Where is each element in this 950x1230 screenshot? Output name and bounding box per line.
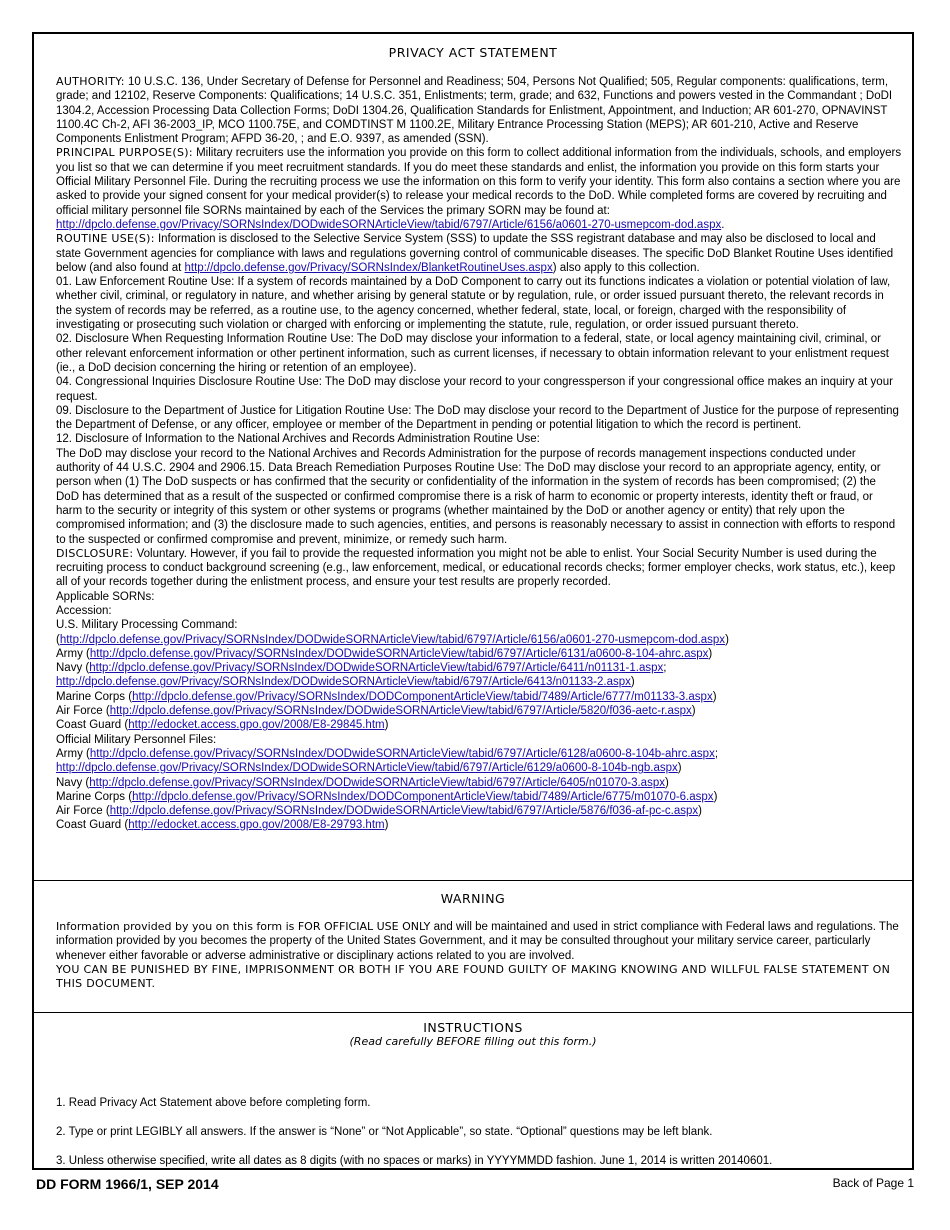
ompf-marine-link[interactable]: http://dpclo.defense.gov/Privacy/SORNsIndex/DODComponentArticleView/tabid/7489/Article/6775/m01070-6.aspx [132,790,714,803]
routine-tail: ) also apply to this collection. [552,261,700,274]
blanket-routine-uses-link[interactable]: http://dpclo.defense.gov/Privacy/SORNsIndex/BlanketRoutineUses.aspx [184,261,553,274]
acc-navy-label: Navy [56,662,83,675]
purpose-label: PRINCIPAL PURPOSE(S): [56,146,193,160]
ompf-army-line: Army (http://dpclo.defense.gov/Privacy/SORNsIndex/DODwideSORNArticleView/tabid/6797/Article/6128/a0600-8-104b-ahrc.aspx; [56,747,719,760]
ompf-marine-label: Marine Corps [56,790,126,803]
ompf-label: Official Military Personnel Files: [56,733,217,746]
ompf-coastguard-label: Coast Guard [56,819,122,832]
warning-paragraph [56,920,902,963]
routine-label: ROUTINE USE(S): [56,232,155,246]
disclosure-paragraph [56,547,902,590]
routine-use-02: 02. Disclosure When Requesting Information Routine Use: The DoD may disclose your information to a federal, state, or local agency maintaining civil, criminal, or other relevant enforcement information or other pertinent information, such as current licenses, if necessary to obtain information relevant to your enlistment request (ie., a DoD decision concerning the hiring or retention of an employee). [56,333,889,374]
instruction-item-3: 3. Unless otherwise specified, write all dates as 8 digits (with no spaces or marks) in YYYYMMDD fashion. June 1, 2014 is written 20140601. [56,1155,773,1167]
ompf-navy-link[interactable]: http://dpclo.defense.gov/Privacy/SORNsIndex/DODwideSORNArticleView/tabid/6797/Article/6405/n01070-3.aspx [89,776,665,789]
acc-airforce-label: Air Force [56,705,103,718]
warning-section [34,880,912,1013]
ompf-army-link-2[interactable]: http://dpclo.defense.gov/Privacy/SORNsIndex/DODwideSORNArticleView/tabid/6797/Article/6129/a0600-8-104b-ngb.aspx [56,762,678,775]
form-frame [32,32,914,1170]
acc-navy-link-1[interactable]: http://dpclo.defense.gov/Privacy/SORNsIndex/DODwideSORNArticleView/tabid/6797/Article/6411/n01131-1.aspx [89,662,664,675]
acc-marine-label: Marine Corps [56,690,126,703]
ompf-army-link-1[interactable]: http://dpclo.defense.gov/Privacy/SORNsIndex/DODwideSORNArticleView/tabid/6797/Article/6128/a0600-8-104b-ahrc.aspx [89,747,715,760]
warning-intro: Information provided by you on this form is FOR OFFICIAL USE ONLY [56,920,431,933]
ompf-navy-line: Navy (http://dpclo.defense.gov/Privacy/SORNsIndex/DODwideSORNArticleView/tabid/6797/Article/6405/n01070-3.aspx) [56,776,669,789]
purpose-text: Military recruiters use the information you provide on this form to collect additional information from the individuals, schools, and employers you list so that we can determine if you meet recruitment standards. If you do meet these standards and enlist, the information you provide on this form starts your Official Military Personnel File. During the recruiting process we use the information on this form to verify your identity. This form also contains a section where you are asked to provide your signed consent for your medical provider(s) to release your medical records to the DoD. While completed forms are covered by recruiting and official military personnel file SORNs maintained by each of the Services the primary SORN may be found at: [56,147,902,217]
acc-coastguard-link[interactable]: http://edocket.access.gpo.gov/2008/E8-29845.htm [128,719,385,732]
purpose-sorn-link[interactable]: http://dpclo.defense.gov/Privacy/SORNsIndex/DODwideSORNArticleView/tabid/6797/Article/6156/a0601-270-usmepcom-dod.aspx [56,218,722,231]
usmepcom-line: (http://dpclo.defense.gov/Privacy/SORNsIndex/DODwideSORNArticleView/tabid/6797/Article/6156/a0601-270-usmepcom-dod.aspx) [56,633,729,646]
purpose-paragraph: PRINCIPAL PURPOSE(S): Military recruiters use the information you provide on this form to collect additional information from the individuals, schools, and employers you list so that we can determine if you meet recruitment standards. If you do meet these standards and enlist, the information you provide on this form starts your Official Military Personnel File. During the recruiting process we use the information on this form to verify your identity. This form also contains a section where you are asked to provide your signed consent for your medical provider(s) to release your medical records to the DoD. While completed forms are covered by recruiting and official military personnel file SORNs maintained by each of the Services the primary SORN may be found at: http://dpclo.defense.gov/Privacy/SORNsIndex/DODwideSORNArticleView/tabid/6797/Article/6156/a0601-270-usmepcom-dod.aspx. [56,146,902,231]
warning-text: and will be maintained and used in strict compliance with Federal laws and regulations. The information provided by you becomes the property of the United States Government, and it may be consulted throughout your military service career, particularly whenever either favorable or adverse administrative or disciplinary actions related to you are involved. [56,921,899,962]
warning-heading: WARNING [440,891,506,906]
acc-marine-link[interactable]: http://dpclo.defense.gov/Privacy/SORNsIndex/DODComponentArticleView/tabid/7489/Article/6777/m01133-3.aspx [132,690,713,703]
instructions-heading: INSTRUCTIONS [423,1020,523,1035]
acc-marine-line: Marine Corps (http://dpclo.defense.gov/Privacy/SORNsIndex/DODComponentArticleView/tabid/7489/Article/6777/m01133-3.aspx) [56,690,717,703]
ompf-marine-line: Marine Corps (http://dpclo.defense.gov/Privacy/SORNsIndex/DODComponentArticleView/tabid/7489/Article/6775/m01070-6.aspx) [56,790,718,803]
ompf-airforce-line: Air Force (http://dpclo.defense.gov/Privacy/SORNsIndex/DODwideSORNArticleView/tabid/6797/Article/5876/f036-af-pc-c.aspx) [56,805,703,818]
instruction-item-1: 1. Read Privacy Act Statement above before completing form. [56,1097,371,1109]
form-identifier: DD FORM 1966/1, SEP 2014 [36,1176,219,1192]
ompf-army-label: Army [56,747,83,760]
instruction-item-2: 2. Type or print LEGIBLY all answers. If the answer is “None” or “Not Applicable”, so state. “Optional” questions may be left blank. [56,1126,713,1138]
authority-text: 10 U.S.C. 136, Under Secretary of Defense for Personnel and Readiness; 504, Persons Not Qualified; 505, Regular components: qualifications, term, grade; and 12102, Reserve Components: Qualifications; 14 U.S.C. 351, Enlistments; term, grade; and 632, Functions and powers vested in the Commandant ; DoDI 1304.2, Accession Processing Data Collection Forms; DoDI 1304.26, Qualification Standards for Enlistment, Appointment, and Induction; AR 601-270, OPNAVINST 1100.4C Ch-2, AFI 36-2003_IP, MCO 1100.75E, and COMDTINST M 1100.2E, Military Entrance Processing Station (MEPS); AR 601-210, Active and Reserve Components Enlistment Program; AFPD 36-20, ; and E.O. 9397, as amended (SSN). [56,76,893,146]
acc-airforce-link[interactable]: http://dpclo.defense.gov/Privacy/SORNsIndex/DODwideSORNArticleView/tabid/6797/Article/5820/f036-aetc-r.aspx [109,705,692,718]
disclosure-label: DISCLOSURE: [56,546,134,560]
acc-airforce-line: Air Force (http://dpclo.defense.gov/Privacy/SORNsIndex/DODwideSORNArticleView/tabid/6797/Article/5820/f036-aetc-r.aspx) [56,705,696,718]
privacy-body [56,75,902,833]
routine-use-01: 01. Law Enforcement Routine Use: If a system of records maintained by a DoD Component to carry out its functions indicates a violation or potential violation of law, whether civil, criminal, or regulatory in nature, and whether arising by general statute or by regulation, rule, or order issued pursuant thereto, the relevant records in the system of records may be referred, as a routine use, to the agency concerned, whether federal, state, local, or foreign, charged with the responsibility of investigating or prosecuting such violation or charged with enforcing or implementing the statute, rule, regulation, or order issued pursuant thereto. [56,276,891,332]
privacy-heading: PRIVACY ACT STATEMENT [388,45,558,60]
ompf-coastguard-link[interactable]: http://edocket.access.gpo.gov/2008/E8-29793.htm [128,819,385,832]
acc-army-line: Army (http://dpclo.defense.gov/Privacy/SORNsIndex/DODwideSORNArticleView/tabid/6797/Article/6131/a0600-8-104-ahrc.aspx) [56,647,713,660]
routine-paragraph [56,232,902,275]
acc-navy-link-2[interactable]: http://dpclo.defense.gov/Privacy/SORNsIndex/DODwideSORNArticleView/tabid/6797/Article/6413/n01133-2.aspx [56,676,631,689]
sorns-label: Applicable SORNs: [56,590,155,603]
routine-use-12-text: The DoD may disclose your record to the National Archives and Records Administration for the purpose of records management inspections conducted under authority of 44 U.S.C. 2904 and 2906.15. Data Breach Remediation Purposes Routine Use: The DoD may disclose your record to an appropriate agency, entity, or person when (1) The DoD suspects or has confirmed that the security or confidentiality of the information in the system of records has been compromised; (2) the DoD has determined that as a result of the suspected or confirmed compromise there is a risk of harm to economic or property interests, identity theft or fraud, or harm to the security or integrity of this system or other systems or programs (whether maintained by the DoD or another agency or entity) that rely upon the compromised information; and (3) the disclosure made to such agencies, entities, and persons is reasonably necessary to assist in connection with efforts to respond to the suspected or confirmed compromise and prevent, minimize, or remedy such harm. [56,447,896,546]
routine-use-04: 04. Congressional Inquiries Disclosure Routine Use: The DoD may disclose your record to your congressperson if your congressional office makes an inquiry at your request. [56,376,893,403]
acc-coastguard-line: Coast Guard (http://edocket.access.gpo.gov/2008/E8-29845.htm) [56,719,389,732]
privacy-act-section [34,34,912,881]
authority-paragraph [56,75,902,146]
page-indicator: Back of Page 1 [832,1176,914,1190]
authority-label: AUTHORITY: [56,75,125,88]
routine-text: Information is disclosed to the Selective Service System (SSS) to update the SSS registrant database and may also be disclosed to local and state Government agencies for compliance with laws and regulations governing control of communicable diseases. The specific DoD Blanket Routine Uses identified below (and also found at [56,233,894,274]
accession-label: Accession: [56,604,112,617]
ompf-navy-label: Navy [56,776,83,789]
acc-coastguard-label: Coast Guard [56,719,122,732]
acc-navy-line: Navy (http://dpclo.defense.gov/Privacy/SORNsIndex/DODwideSORNArticleView/tabid/6797/Article/6411/n01131-1.aspx; [56,662,667,675]
disclosure-text: Voluntary. However, if you fail to provide the requested information you might not be able to enlist. Your Social Security Number is used during the recruiting process to conduct background screening (e.g., law enforcement, medical, or educational records checks; former employer checks, work status, etc.), keep all of your records together during the enlistment process, and ensure your test results are properly recorded. [56,547,896,589]
ompf-airforce-link[interactable]: http://dpclo.defense.gov/Privacy/SORNsIndex/DODwideSORNArticleView/tabid/6797/Article/5876/f036-af-pc-c.aspx [109,805,699,818]
routine-use-12-title: 12. Disclosure of Information to the National Archives and Records Administration Routine Use: [56,433,540,446]
ompf-coastguard-line: Coast Guard (http://edocket.access.gpo.gov/2008/E8-29793.htm) [56,819,389,832]
acc-navy-line-2: http://dpclo.defense.gov/Privacy/SORNsIndex/DODwideSORNArticleView/tabid/6797/Article/6413/n01133-2.aspx) [56,676,635,689]
usmepcom-link[interactable]: http://dpclo.defense.gov/Privacy/SORNsIndex/DODwideSORNArticleView/tabid/6797/Article/6156/a0601-270-usmepcom-dod.aspx [59,633,726,646]
instructions-section [34,1012,912,1168]
acc-army-label: Army [56,647,83,660]
warning-body [56,920,902,991]
ompf-airforce-label: Air Force [56,805,103,818]
acc-army-link[interactable]: http://dpclo.defense.gov/Privacy/SORNsIndex/DODwideSORNArticleView/tabid/6797/Article/6131/a0600-8-104-ahrc.aspx [89,647,709,660]
ompf-army-line-2: http://dpclo.defense.gov/Privacy/SORNsIndex/DODwideSORNArticleView/tabid/6797/Article/6129/a0600-8-104b-ngb.aspx) [56,762,682,775]
routine-use-09: 09. Disclosure to the Department of Justice for Litigation Routine Use: The DoD may disclose your record to the Department of Justice for the purpose of representing the Department of Defense, or any officer, employee or member of the Department in pending or potential litigation to which the record is pertinent. [56,404,899,432]
usmepcom-label: U.S. Military Processing Command: [56,619,238,632]
instructions-subheading: (Read carefully BEFORE filling out this form.) [349,1035,597,1048]
warning-penalty: YOU CAN BE PUNISHED BY FINE, IMPRISONMENT OR BOTH IF YOU ARE FOUND GUILTY OF MAKING KNOWING AND WILLFUL FALSE STATEMENT ON THIS DOCUMENT. [56,962,891,991]
